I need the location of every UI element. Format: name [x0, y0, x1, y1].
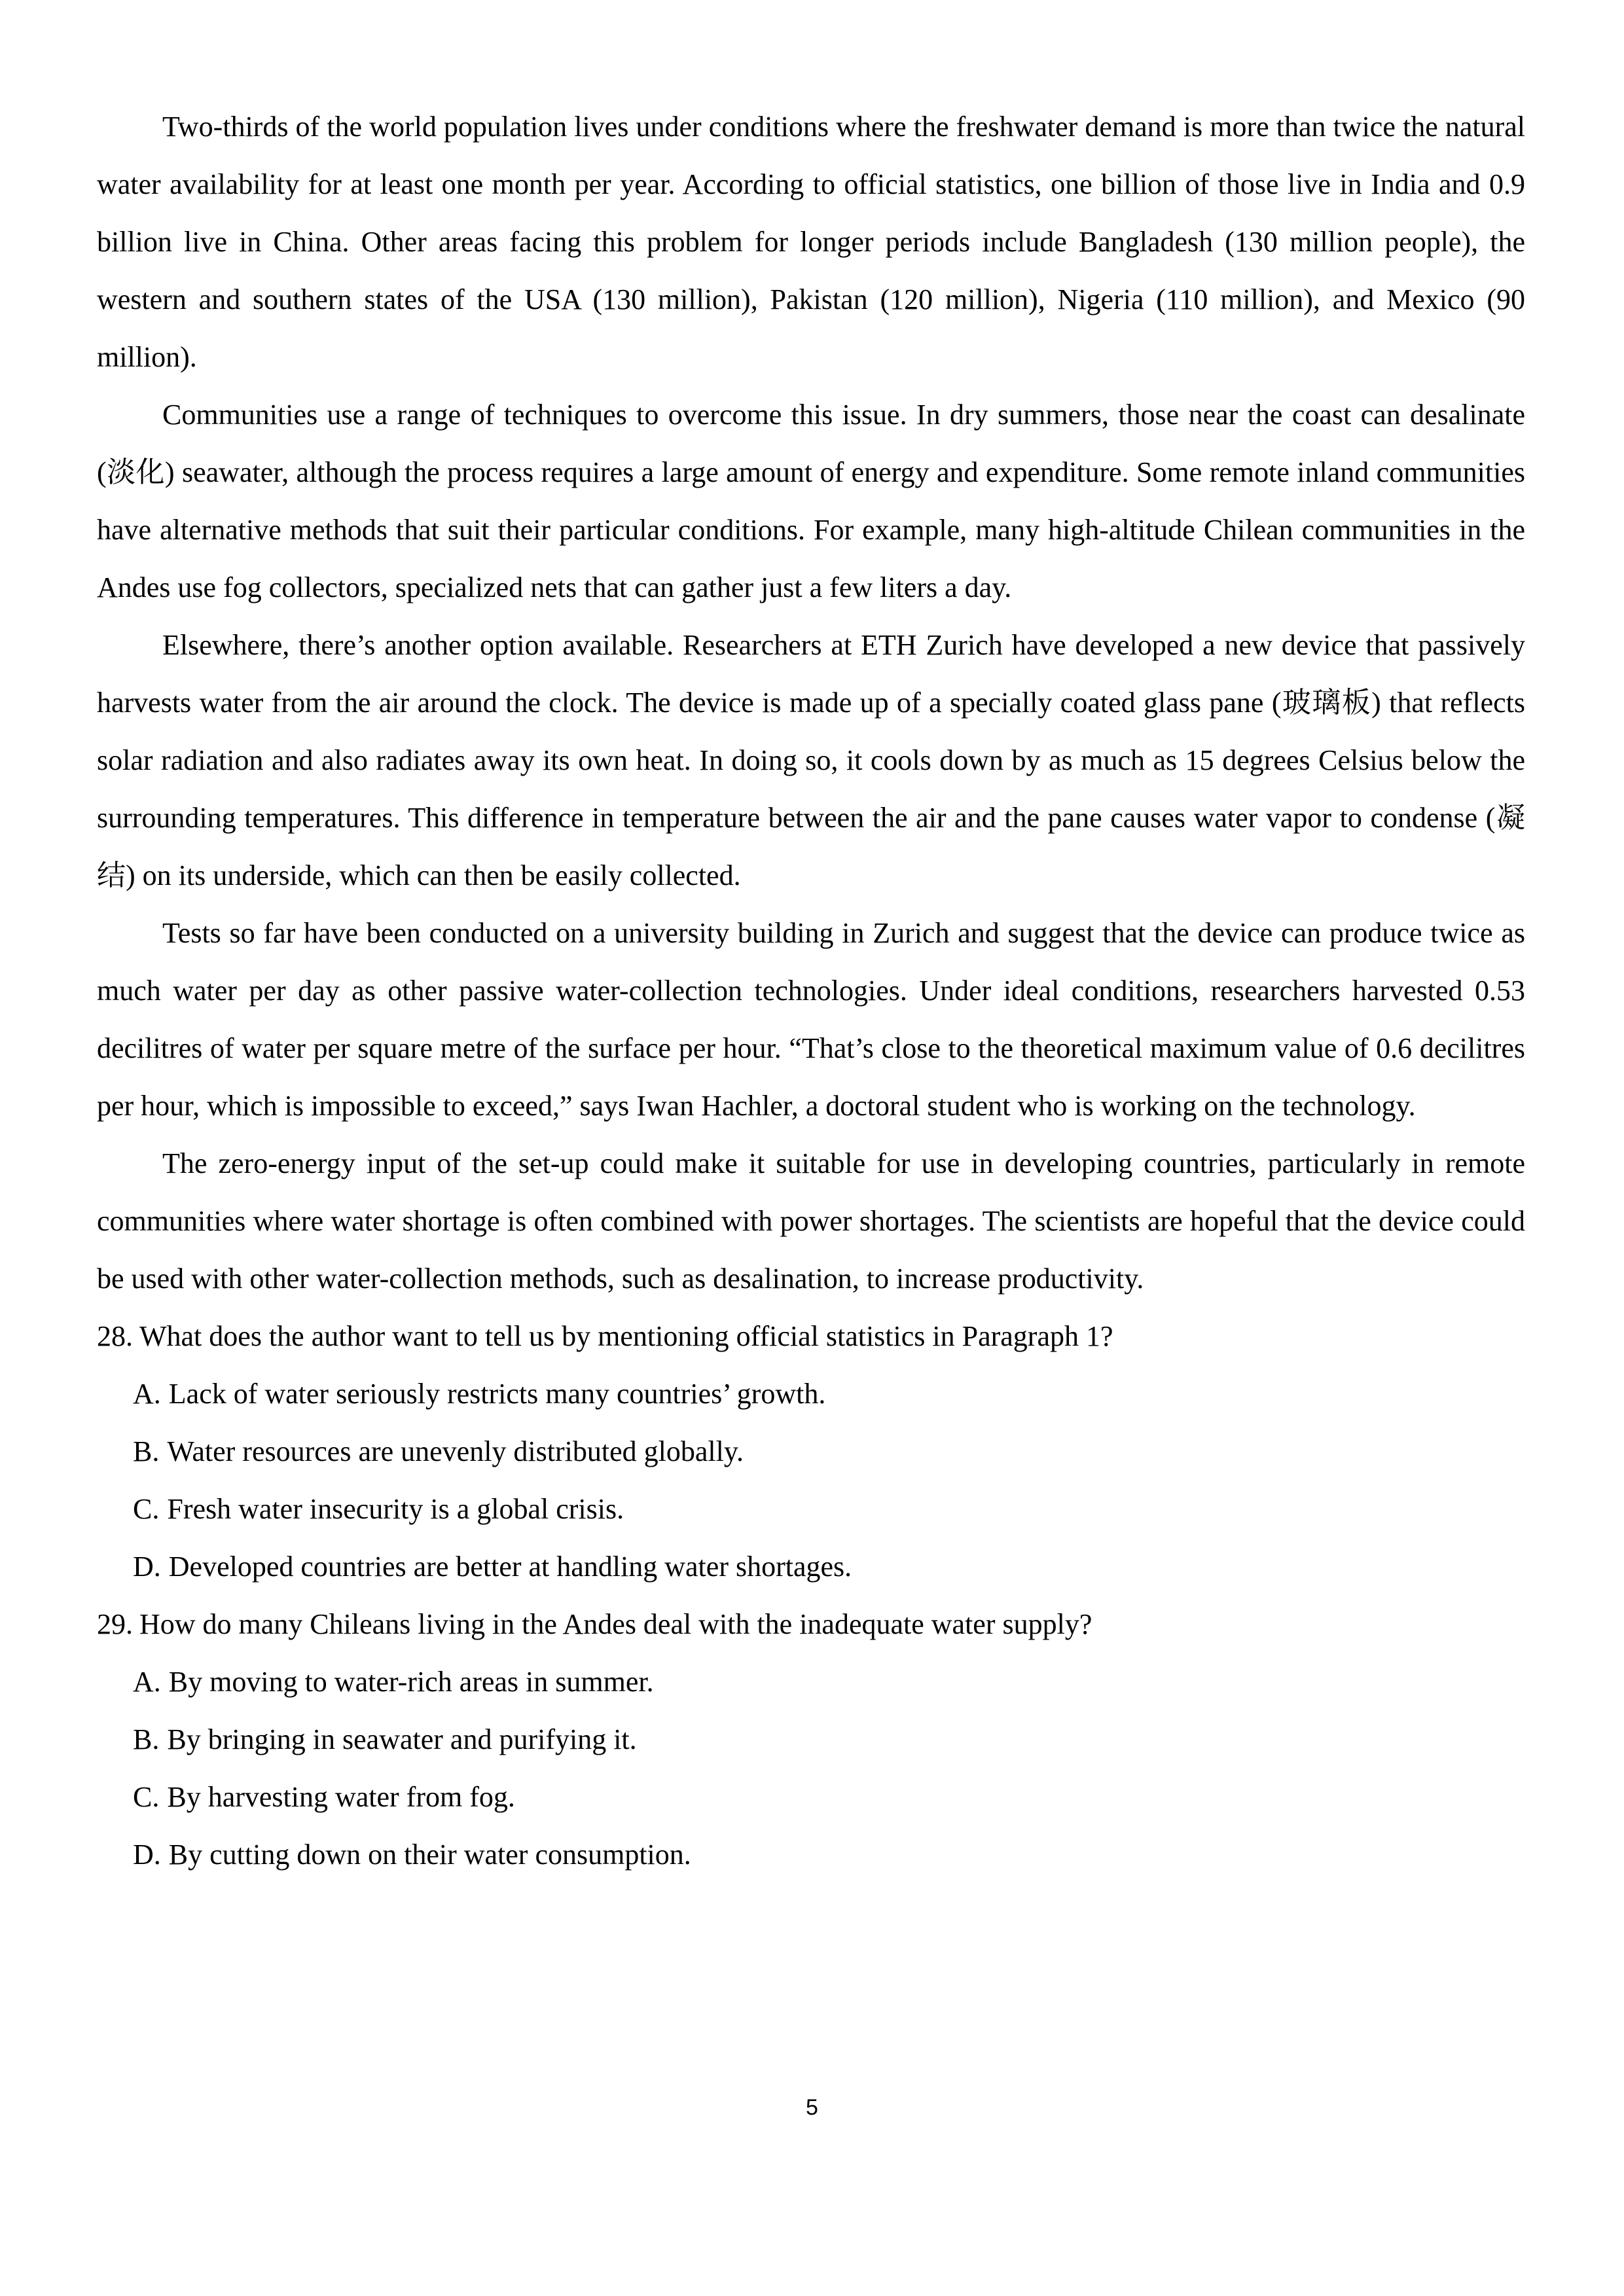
question-28-option-b	[97, 1423, 1525, 1480]
question-28-option-c-label: C.	[133, 1493, 160, 1525]
question-28-number: 28.	[97, 1320, 133, 1352]
question-28-option-d	[97, 1538, 1525, 1596]
question-28-text: What does the author want to tell us by mentioning official statistics in Paragraph 1?	[139, 1320, 1113, 1352]
question-29-option-a-text: By moving to water-rich areas in summer.	[168, 1666, 654, 1698]
passage-paragraph-1: Two-thirds of the world population lives under conditions where the freshwater demand is more than twice the natural water availability for at least one month per year. According to official statistics, one billion of those live in India and 0.9 billion live in China. Other areas facing this problem for longer periods include Bangladesh (130 million people), the western and southern states of the USA (130 million), Pakistan (120 million), Nigeria (110 million), and Mexico (90 million).	[97, 111, 1525, 373]
question-28-option-d-label: D.	[133, 1551, 161, 1583]
question-29-option-b	[97, 1711, 1525, 1768]
question-29-option-d	[97, 1826, 1525, 1884]
question-29-option-c-label: C.	[133, 1781, 160, 1813]
page-number: 5	[806, 2095, 818, 2120]
passage-paragraph-4: Tests so far have been conducted on a university building in Zurich and suggest that the device can produce twice as much water per day as other passive water-collection technologies. Under ideal conditions, researchers harvested 0.53 decilitres of water per square metre of the surface per hour. “That’s close to the theoretical maximum value of 0.6 decilitres per hour, which is impossible to exceed,” says Iwan Hachler, a doctoral student who is working on the technology.	[97, 917, 1525, 1122]
question-28	[97, 1308, 1525, 1365]
question-28-option-b-text: Water resources are unevenly distributed globally.	[167, 1435, 744, 1467]
reading-comprehension-section	[97, 98, 1525, 1884]
question-28-option-a-text: Lack of water seriously restricts many countries’ growth.	[168, 1378, 826, 1410]
question-29-option-c	[97, 1768, 1525, 1826]
question-29-option-a-label: A.	[133, 1666, 161, 1698]
question-29	[97, 1596, 1525, 1653]
passage-paragraph-3: Elsewhere, there’s another option available. Researchers at ETH Zurich have developed a new device that passively harvests water from the air around the clock. The device is made up of a specially coated glass pane (玻璃板) that reflects solar radiation and also radiates away its own heat. In doing so, it cools down by as much as 15 degrees Celsius below the surrounding temperatures. This difference in temperature between the air and the pane causes water vapor to condense (凝结) on its underside, which can then be easily collected.	[97, 629, 1525, 891]
question-28-option-a	[97, 1365, 1525, 1423]
question-28-option-a-label: A.	[133, 1378, 161, 1410]
question-29-text: How do many Chileans living in the Andes deal with the inadequate water supply?	[139, 1608, 1092, 1640]
question-28-option-b-label: B.	[133, 1435, 160, 1467]
question-28-option-d-text: Developed countries are better at handling water shortages.	[168, 1551, 852, 1583]
question-29-number: 29.	[97, 1608, 133, 1640]
question-29-option-c-text: By harvesting water from fog.	[167, 1781, 515, 1813]
passage-paragraph-2: Communities use a range of techniques to overcome this issue. In dry summers, those near the coast can desalinate (淡化) seawater, although the process requires a large amount of energy and expenditure. Some remote inland communities have alternative methods that suit their particular conditions. For example, many high-altitude Chilean communities in the Andes use fog collectors, specialized nets that can gather just a few liters a day.	[97, 399, 1525, 603]
passage-paragraph-5: The zero-energy input of the set-up could make it suitable for use in developing countries, particularly in remote communities where water shortage is often combined with power shortages. The scientists are hopeful that the device could be used with other water-collection methods, such as desalination, to increase productivity.	[97, 1147, 1525, 1295]
question-29-option-d-text: By cutting down on their water consumption.	[168, 1839, 691, 1871]
question-28-option-c-text: Fresh water insecurity is a global crisis.	[167, 1493, 624, 1525]
question-29-option-b-label: B.	[133, 1723, 160, 1755]
question-28-option-c	[97, 1480, 1525, 1538]
question-29-option-b-text: By bringing in seawater and purifying it.	[167, 1723, 637, 1755]
question-29-option-a	[97, 1653, 1525, 1711]
question-29-option-d-label: D.	[133, 1839, 161, 1871]
